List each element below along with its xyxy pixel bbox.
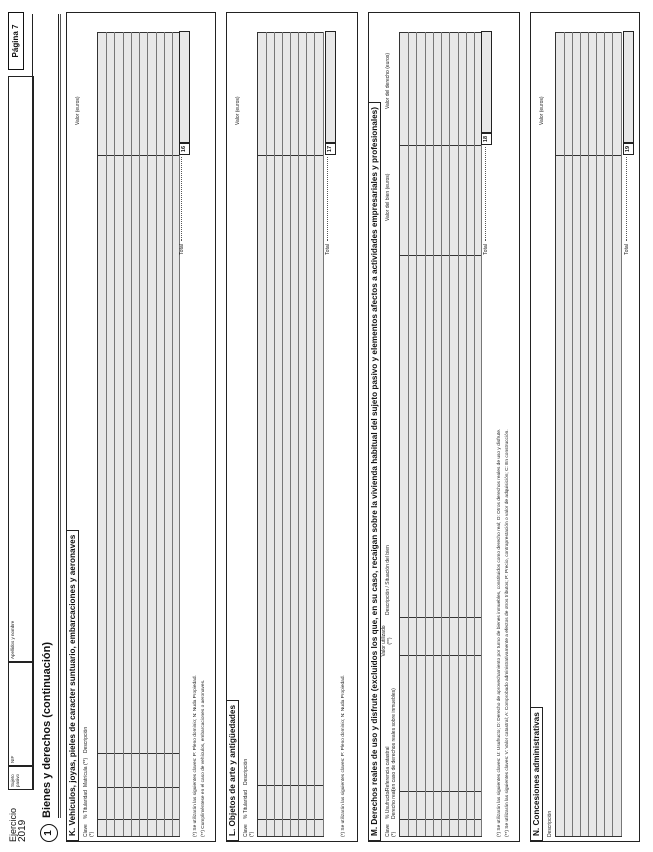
k-col-clave-label: Clave [83, 824, 89, 837]
section-number: 1 [40, 824, 58, 842]
n-col-descripcion: Descripción [547, 810, 553, 837]
m-total-label: Total [483, 244, 489, 255]
panel-n [530, 12, 640, 842]
n-table-grid[interactable] [555, 32, 622, 837]
nif-label: NIF [10, 755, 15, 763]
section-title: Bienes y derechos (continuación) [41, 641, 53, 818]
n-col-valor: Valor (euros) [539, 96, 545, 125]
l-col-clave-sub: (*) [249, 831, 255, 837]
k-note-2: (**) Cumpliméntese en el caso de vehículos, embarcaciones o aeronaves. [201, 679, 206, 837]
m-col-valor-bien: Valor del bien (euros) [385, 173, 391, 221]
m-table-grid[interactable] [399, 32, 482, 837]
l-col-descripcion: Descripción [243, 758, 249, 785]
m-col-usufructo-1: % Usufructo/ [385, 790, 391, 819]
panel-m-title: M. Derechos reales de uso y disfrute (excluidos los que, en su caso, recaigan sobre la vivienda habitual del sujeto pasivo y elementos afectos a actividades empresariales y profesionales) [368, 102, 381, 841]
nif-field[interactable] [8, 662, 34, 766]
l-col-clave [243, 824, 255, 837]
k-col-titularidad: % Titularidad [83, 790, 89, 819]
k-col-valor: Valor (euros) [75, 96, 81, 125]
k-table-grid[interactable] [97, 32, 180, 837]
panel-k-title: K. Vehículos, joyas, pieles de caracter suntuario, embarcaciones y aeronaves [66, 530, 79, 841]
l-col-clave-label: Clave [243, 824, 249, 837]
m-col-valor-derecho: Valor del derecho (euros) [385, 52, 391, 109]
l-table-grid[interactable] [257, 32, 324, 837]
apellidos-nombre-field[interactable] [8, 76, 34, 662]
m-note-2: (**) Se utilizarán las siguientes claves: V: Valor catastral; A: Comprobado administrativamente a efectos de otros tributos; P: Precio, contraprestación o valor de adquisición; C: En construcción. [505, 429, 510, 837]
m-col-referencia-2: (en caso de derechos reales sobre inmuebles) [391, 688, 397, 791]
panel-l-title: L. Objetos de arte y antigüedades [226, 700, 239, 841]
m-col-usufructo-2: Derecho real [391, 790, 397, 819]
k-total-label: Total [179, 244, 185, 255]
m-note-1: (*) Se utilizarán las siguientes claves: U: Usufructo; D: Derecho de aprovechamiento por turno de bienes inmuebles, constituidos como derecho real; O: Otros derechos reales de uso y disfrute. [497, 428, 502, 837]
m-col-clave-sub: (*) [391, 831, 397, 837]
ejercicio-block [8, 808, 28, 842]
k-total-field[interactable] [179, 31, 190, 143]
m-total-field[interactable] [481, 31, 492, 133]
k-col-matricula: Matrícula (**) [83, 757, 89, 787]
pagina-label: Página 7 [8, 12, 24, 70]
panel-l [226, 12, 358, 842]
ejercicio-label: Ejercicio [8, 807, 18, 842]
k-col-clave [83, 824, 95, 837]
section-rule-thin [60, 14, 61, 818]
section-rule [58, 14, 59, 818]
ejercicio-year: 2019 [17, 819, 28, 842]
panel-m [368, 12, 520, 842]
l-total-number: 17 [325, 143, 336, 155]
l-note-1: (*) Se utilizarán las siguientes claves: P: Pleno dominio; N: Nuda Propiedad. [341, 675, 346, 837]
m-col-valor-utilizado-1: Valor utilizado [381, 625, 387, 657]
m-total-number: 18 [481, 133, 492, 145]
sujeto-pasivo-label: Sujeto pasivo [10, 773, 20, 787]
m-col-clave-label: Clave [385, 824, 391, 837]
panel-n-title: N. Concesiones administrativas [530, 707, 543, 841]
k-col-clave-sub: (*) [89, 831, 95, 837]
m-col-usufructo [385, 790, 397, 819]
m-col-descripcion: Descripción / Situación del bien [385, 545, 391, 615]
n-total-label: Total [624, 244, 630, 255]
section-1-header [38, 72, 60, 842]
k-note-1: (*) Se utilizarán las siguientes claves: P: Pleno dominio; N: Nuda Propiedad. [193, 675, 198, 837]
m-col-valor-utilizado-2: (**) [387, 637, 393, 645]
m-col-clave [385, 824, 397, 837]
k-total-number: 16 [179, 143, 190, 155]
apellidos-nombre-label: Apellidos y nombre [10, 620, 15, 659]
n-total-number: 19 [623, 143, 634, 155]
n-total-field[interactable] [623, 31, 634, 143]
sujeto-pasivo-box [8, 766, 34, 790]
m-col-valor-utilizado [381, 621, 393, 661]
m-col-referencia-1: Referencia catastral [385, 746, 391, 791]
l-total-label: Total [325, 244, 331, 255]
l-col-valor: Valor (euros) [235, 96, 241, 125]
l-col-titularidad: % Titularidad [243, 790, 249, 819]
k-col-descripcion: Descripción [83, 726, 89, 753]
m-col-referencia [385, 688, 397, 791]
l-total-field[interactable] [325, 31, 336, 143]
panel-k [66, 12, 216, 842]
header-rule [32, 14, 33, 790]
